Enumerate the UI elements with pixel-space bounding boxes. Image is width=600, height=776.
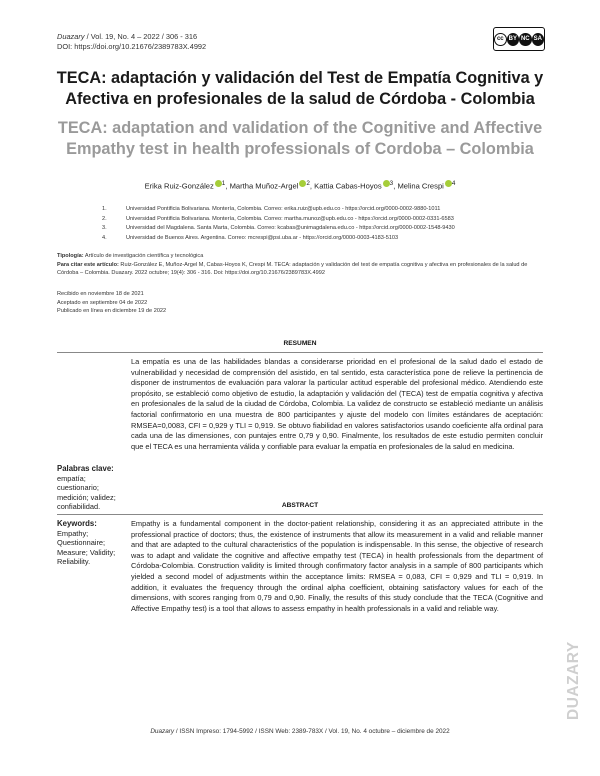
journal-name: Duazary bbox=[57, 32, 85, 41]
author: Martha Muñoz-Argel bbox=[229, 181, 299, 191]
affiliation-item bbox=[102, 234, 455, 244]
divider bbox=[57, 514, 543, 515]
affiliation-number: 2. bbox=[102, 215, 107, 222]
resumen-body: La empatía es una de las habilidades blandas a considerarse prioridad en el profesional de la salud dado el estado de vulnerabilidad y necesidad de comprensión del asistido, en tal sentido, esta característica pone de relieve la pertinencia de disponer de instrumentos de evaluación para valorar la particular actitud esperable del profesional médico. Atendiendo este propósito, se estableció como objetivo de estudio, la adaptación y validación del (TECA) test de empatía cognitiva y afectiva en profesionales de la salud de la ciudad de Córdoba, Colombia. La validez de constructo se estableció mediante un análisis factorial confirmatorio en una muestra de 800 participantes y ajuste del modelo con límites estándares de aceptación: RMSEA=0,0083, CFI = 0,929 y TLI = 0,919. Se obtuvo fiabilidad en valores satisfactorios usando coeficiente alfa ordinal para cada una de las dimensiones, con puntajes entre 0,79 y 0,90. Finalmente, los resultados de este estudio permiten concluir que el TECA es una herramienta válida y confiable para evaluar la empatía en profesionales de la salud en medicina. bbox=[131, 357, 543, 451]
affiliation-number: 4. bbox=[102, 234, 107, 241]
citation-label: Para citar este artículo: bbox=[57, 261, 119, 268]
affiliation-number: 3. bbox=[102, 225, 107, 231]
article-meta bbox=[57, 252, 547, 278]
title-english: TECA: adaptation and validation of the Cognitive and Affective Empathy test in health professionals of Cordoba – Colombia bbox=[57, 119, 543, 158]
divider bbox=[57, 352, 543, 353]
orcid-icon[interactable] bbox=[445, 180, 452, 187]
creative-commons-license-badge[interactable] bbox=[493, 27, 545, 51]
affiliation-number: 1. bbox=[102, 206, 107, 212]
abstract-keywords bbox=[57, 519, 117, 567]
keywords-label: Keywords: bbox=[57, 519, 97, 528]
author: Kattia Cabas-Hoyos bbox=[314, 181, 382, 191]
citation-text: Ruiz-González E, Muñoz-Argel M, Cabas-Hoyos K, Crespi M. TECA: adaptación y validación del test de empatía cognitiva y afectiva en profesionales de la salud de Córdoba – Colombia. Duazary. 2022 octubre; 19(4): 306 - 316. Doi: https://doi.org/10.21676/2389783X.4992 bbox=[57, 261, 528, 276]
affiliation-item bbox=[102, 215, 455, 225]
keywords-text: empatía; cuestionario; medición; validez; confiabilidad. bbox=[57, 473, 116, 512]
affiliation-text: Universidad del Magdalena. Santa Marta, Colombia. Correo: kcabas@unimagdalena.edu.co - https://orcid.org/0000-0002-1548-9430 bbox=[126, 225, 455, 231]
author-affiliation-mark: 3 bbox=[389, 180, 394, 187]
footer-journal: Duazary bbox=[150, 728, 175, 735]
orcid-icon[interactable] bbox=[383, 180, 390, 187]
journal-header bbox=[57, 32, 206, 52]
title-spanish: TECA: adaptación y validación del Test de Empatía Cognitiva y Afectiva en profesionales de la salud de Córdoba - Colombia bbox=[56, 69, 544, 108]
author-affiliation-mark: 4 bbox=[451, 180, 456, 187]
side-brand-watermark: DUAZARY bbox=[565, 641, 582, 720]
affiliation-text: Universidad de Buenos Aires. Argentina. Correo: mcrespi@psi.uba.ar - https://orcid.org/0000-0003-4183-5103 bbox=[126, 234, 399, 241]
typology bbox=[57, 252, 547, 261]
journal-issue: / Vol. 19, No. 4 – 2022 / 306 - 316 bbox=[84, 32, 198, 41]
affiliation-text: Universidad Pontificia Bolivariana. Montería, Colombia. Correo: erika.ruiz@upb.edu.co - https://orcid.org/0000-0002-9880-1011 bbox=[126, 206, 441, 212]
author-affiliation-mark: 1 bbox=[221, 180, 226, 187]
orcid-icon[interactable] bbox=[215, 180, 222, 187]
keywords-label: Palabras clave: bbox=[57, 464, 114, 473]
abstract-body: Empathy is a fundamental component in the doctor-patient relationship, considering it as an appreciated attribute in the professional practice of doctors; thus, the existence of instruments that allow its measurement in a valid and reliable manner and that are adapted to the cultural characteristics of the population is indispensable. In this sense, the objective of research was to adapt and validate the cognitive and affective empathy test (TECA) in health professionals from the department of Córdoba-Colombia. Construction validity is limited through confirmatory factor analysis in a sample of 800 participants which yielded a second model of adjustments within the acceptance limits: RMSEA = 0,083, CFI = 0,929 and TLI = 0,919. In addition, it evaluates the frequency through the ordinal alpha coefficient, obtaining satisfactory values for each of the dimensions, with scores ranging from 0,79 and 0,90. Finally, the results of this study conclude that the TECA (Cognitive and Affective Empathy test) is a tool that allows to assess empathy in health professionals in a valid and reliable way. bbox=[131, 519, 543, 613]
typology-label: Tipología: bbox=[57, 253, 84, 259]
author-list: Erika Ruiz-González $^1$, Martha Muñoz-Argel $^2$, Kattia Cabas-Hoyos $^3$, Melina Crespi $^4$ bbox=[144, 180, 456, 191]
publication-dates bbox=[57, 290, 166, 316]
doi-link[interactable]: DOI: https://doi.org/10.21676/2389783X.4992 bbox=[57, 42, 207, 51]
sa-icon: SA bbox=[532, 33, 544, 46]
cc-icon: cc bbox=[494, 33, 507, 46]
affiliation-item bbox=[102, 224, 455, 234]
footer-issn: / ISSN Impreso: 1794-5992 / ISSN Web: 2389-783X / Vol. 19, No. 4 octubre – diciembre de 2022 bbox=[174, 728, 450, 735]
nc-icon: NC bbox=[519, 33, 531, 46]
abstract-heading: ABSTRACT bbox=[281, 502, 319, 509]
by-icon: BY bbox=[507, 33, 519, 46]
resumen-heading: RESUMEN bbox=[283, 340, 317, 347]
author: Erika Ruiz-González bbox=[144, 181, 214, 191]
affiliation-list bbox=[102, 205, 455, 243]
date-accepted: Aceptado en septiembre 04 de 2022 bbox=[57, 299, 148, 306]
citation bbox=[57, 261, 547, 278]
author: Melina Crespi bbox=[397, 181, 444, 191]
affiliation-text: Universidad Pontificia Bolivariana. Montería, Colombia. Correo: martha.munoz@upb.edu.co - https://orcid.org/0000-0002-0331-6583 bbox=[126, 215, 454, 222]
affiliation-item bbox=[102, 205, 455, 215]
date-received: Recibido en noviembre 18 de 2021 bbox=[57, 291, 144, 297]
page-footer bbox=[0, 728, 600, 735]
typology-value: Artículo de investigación científica y tecnológica bbox=[83, 253, 204, 259]
keywords-text: Empathy; Questionnaire; Measure; Validity; Reliability. bbox=[57, 528, 116, 567]
author-affiliation-mark: 2 bbox=[306, 180, 310, 187]
date-published: Publicado en línea en diciembre 19 de 2022 bbox=[57, 308, 167, 314]
